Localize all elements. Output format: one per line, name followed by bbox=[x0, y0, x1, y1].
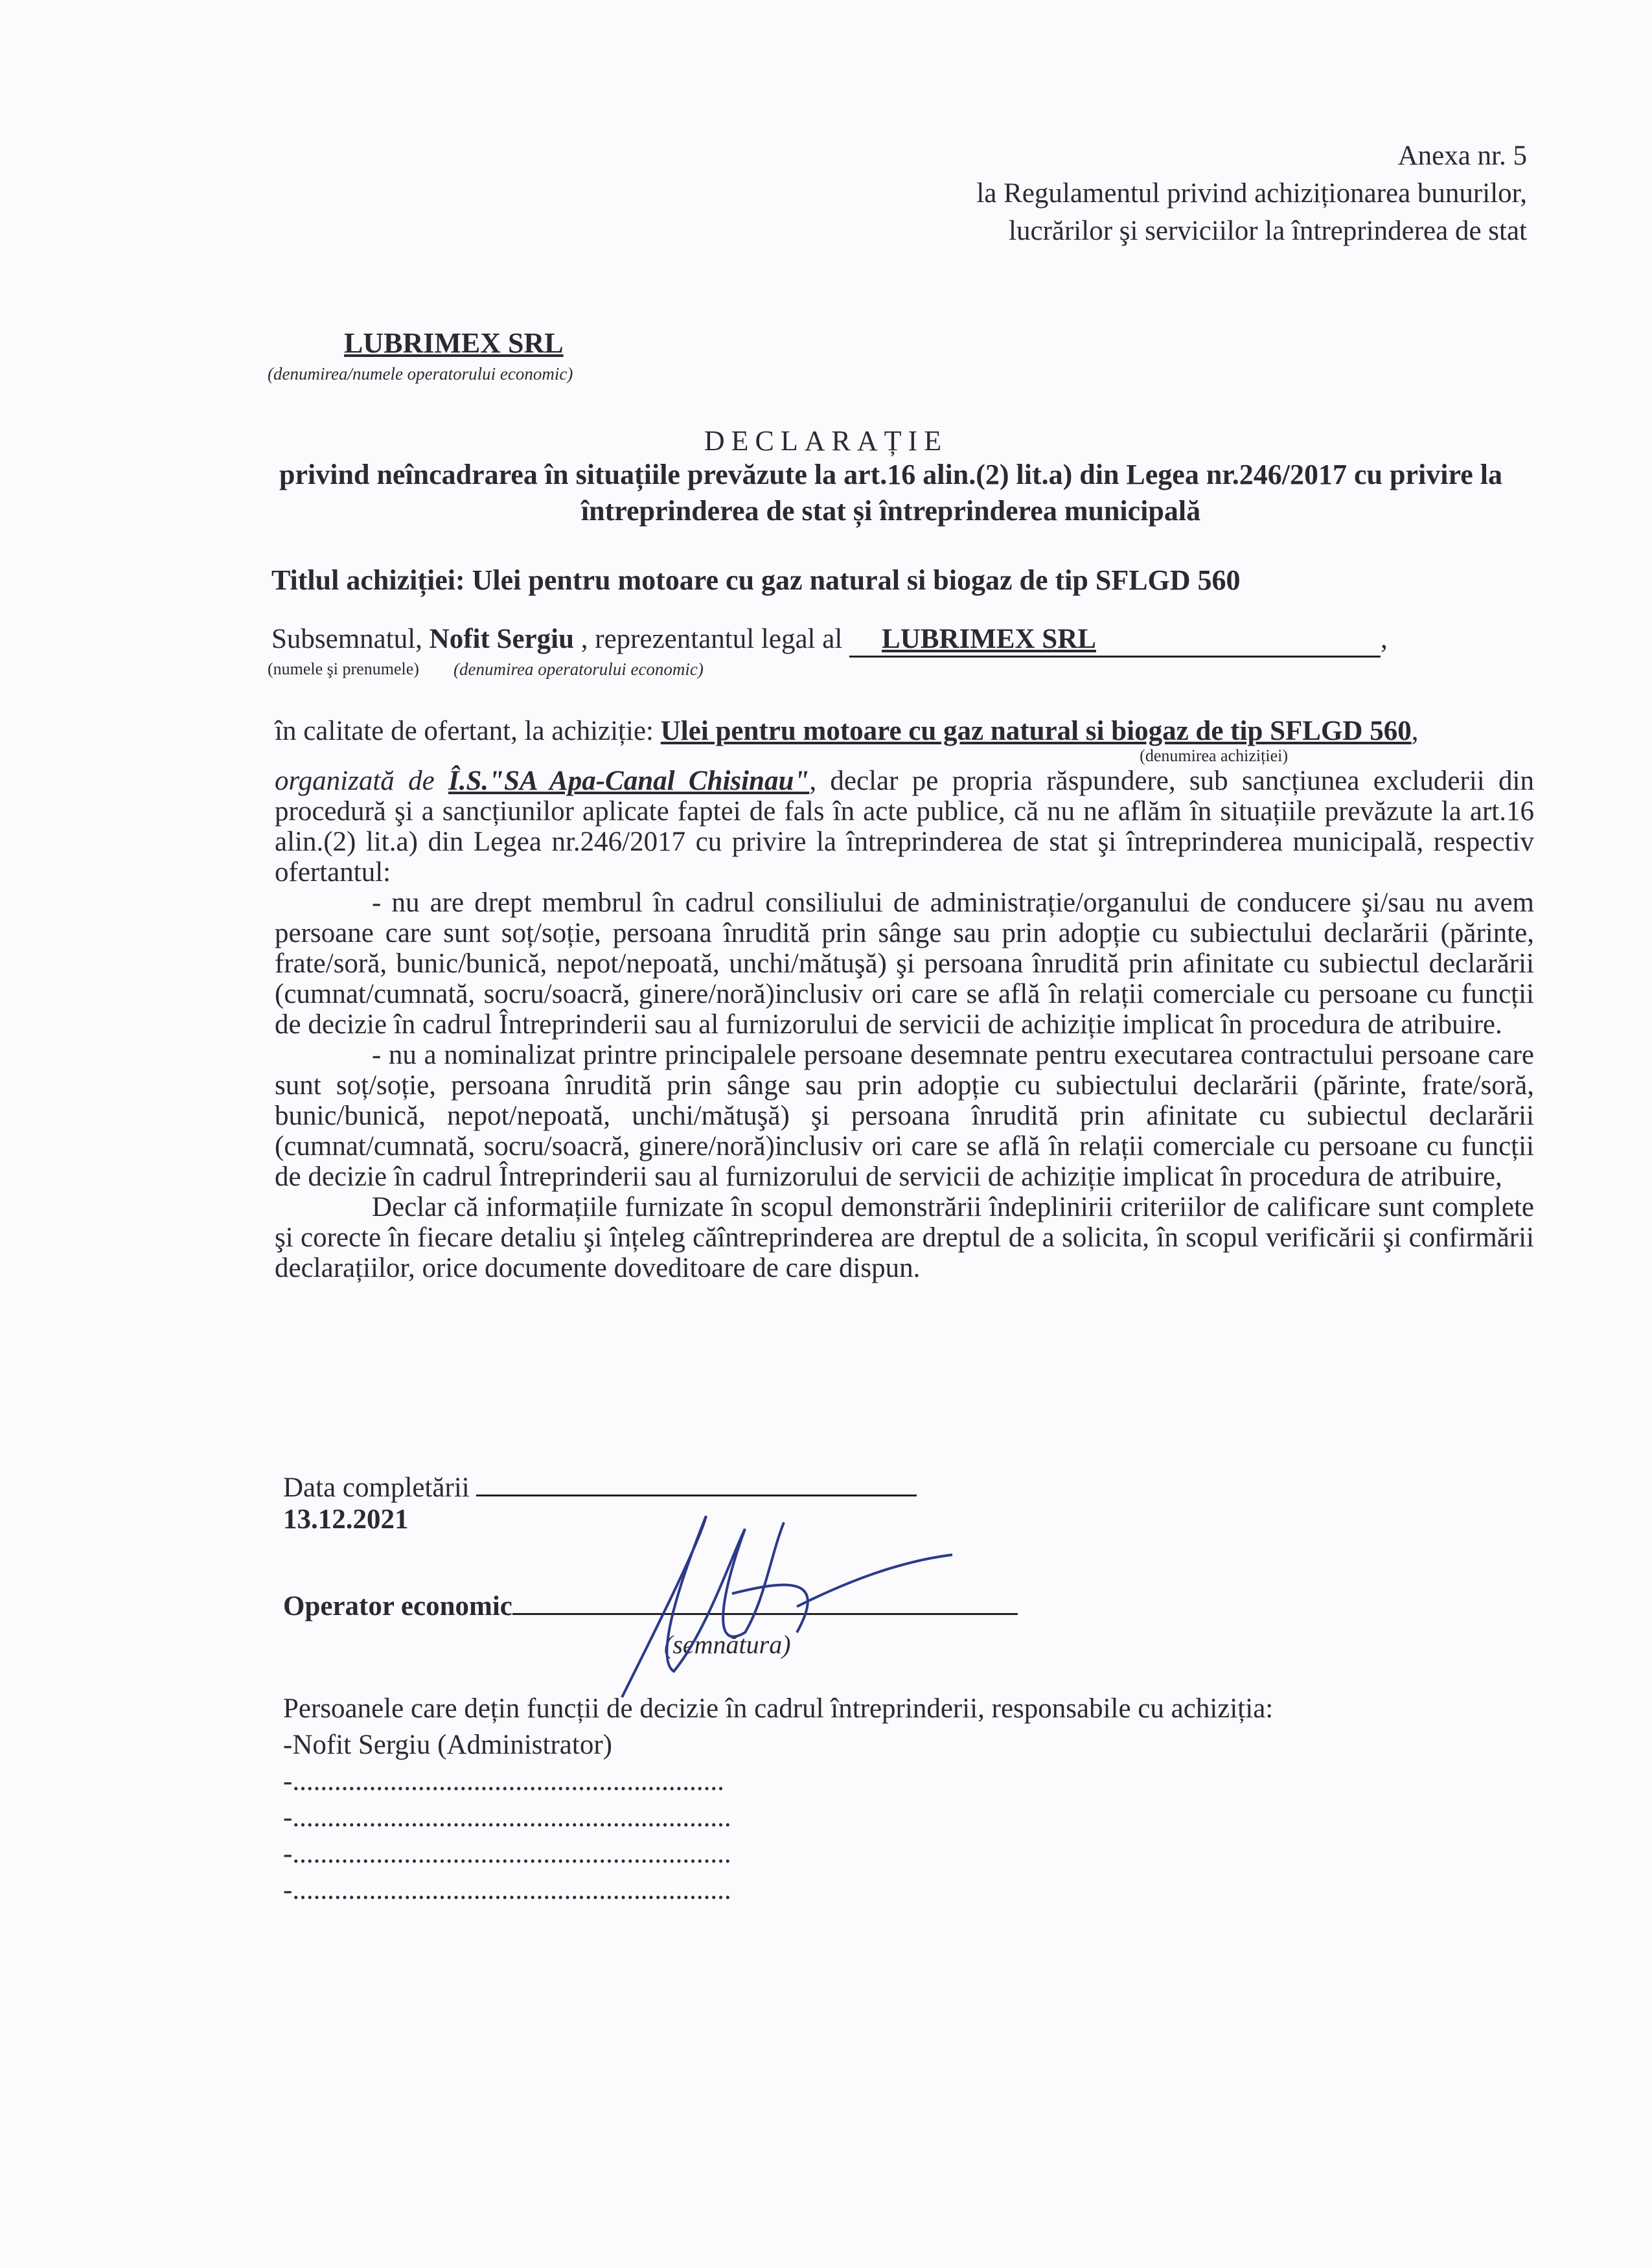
annex-number: Anexa nr. 5 bbox=[1397, 141, 1527, 171]
persons-section bbox=[283, 1691, 1273, 1908]
paragraph-clause-1: - nu are drept membrul în cadrul consiliului de administrație/organului de conducere şi/sau nu avem persoane care sunt soț/soție, persoana înrudită prin sânge sau prin adopție cu subiectului declarării (părinte, frate/soră, bunic/bunică, nepot/nepoată, unchi/mătuşă) şi persoana înrudită prin afinitate cu subiectul declarării (cumnat/cumnată, socru/soacră, ginere/noră)inclusiv ori care se află în relații comerciale cu persoane cu funcții de decizie în cadrul Întreprinderii sau al furnizorului de servicii de achiziție implicat în procedura de atribuire. bbox=[275, 888, 1534, 1040]
person-placeholder: -............................................................... bbox=[283, 1802, 731, 1833]
person-item: -Nofit Sergiu (Administrator) bbox=[283, 1730, 612, 1760]
declarant-prefix: Subsemnatul, bbox=[271, 624, 422, 654]
acquisition-comma: , bbox=[1411, 716, 1419, 746]
declarant-company-field bbox=[849, 623, 1381, 658]
annex-header bbox=[976, 137, 1527, 250]
operator-name: LUBRIMEX SRL bbox=[344, 327, 564, 359]
acquisition-prefix: în calitate de ofertant, la achiziție: bbox=[275, 716, 654, 746]
declarant-line bbox=[271, 623, 1388, 658]
signature-label: Operator economic bbox=[283, 1591, 512, 1621]
date-line bbox=[476, 1495, 917, 1496]
organizer-prefix: organizată de bbox=[275, 766, 435, 796]
declarant-middle: , reprezentantul legal al bbox=[580, 624, 843, 654]
declarant-company: LUBRIMEX SRL bbox=[882, 624, 1096, 654]
paragraph-organizer bbox=[275, 766, 1534, 888]
acquisition-name: Ulei pentru motoare cu gaz natural si biogaz de tip SFLGD 560 bbox=[660, 716, 1412, 746]
paragraph-confirmation: Declar că informațiile furnizate în scopul demonstrării îndeplinirii criteriilor de calificare sunt complete şi corecte în fiecare detaliu şi înțeleg căîntreprinderea are dreptul de a solicita, în scopul verificării şi confirmării declarațiilor, orice documente doveditoare de care dispun. bbox=[275, 1192, 1534, 1283]
signature-caption: (semnătura) bbox=[664, 1630, 791, 1659]
paragraph-clause-2: - nu a nominalizat printre principalele persoane desemnate pentru executarea contractului persoane care sunt soț/soție, persoana înrudită prin sânge sau prin adopție cu subiectului declarării (părinte, frate/soră, bunic/bunică, nepot/nepoată, unchi/mătuşă) şi persoana înrudită prin afinitate cu subiectul declarării (cumnat/cumnată, socru/soacră, ginere/noră)inclusiv ori care se află în relații comerciale cu persoane cu funcții de decizie în cadrul Întreprinderii sau al furnizorului de servicii de achiziție implicat în procedura de atribuire, bbox=[275, 1040, 1534, 1192]
annex-regulation: la Regulamentul privind achiziționarea bunurilor, bbox=[976, 178, 1527, 209]
operator-caption: (denumirea/numele operatorului economic) bbox=[268, 364, 573, 384]
acquisition-title: Titlul achiziției: Ulei pentru motoare cu gaz natural si biogaz de tip SFLGD 560 bbox=[271, 564, 1241, 596]
declarant-company-caption: (denumirea operatorului economic) bbox=[453, 659, 704, 679]
date-value: 13.12.2021 bbox=[283, 1504, 409, 1535]
organizer-name: Î.S."SA Apa-Canal Chisinau" bbox=[448, 766, 810, 796]
annex-regulation-cont: lucrărilor şi serviciilor la întreprinderea de stat bbox=[1009, 216, 1527, 246]
declarant-name: Nofit Sergiu bbox=[429, 624, 575, 654]
person-placeholder: -............................................................... bbox=[283, 1838, 731, 1869]
organizer-text: , declar pe propria răspundere, sub sancțiunea excluderii din procedură şi a sancțiunilor aplicate faptei de fals în acte publice, că nu ne aflăm în situațiile prevăzute la art.16 alin.(2) lit.a) din Legea nr.246/2017 cu privire la întreprinderea de stat şi întreprinderea municipală, respectiv ofertantul: bbox=[275, 766, 1534, 888]
paragraph-acquisition bbox=[275, 716, 1534, 746]
declarant-suffix: , bbox=[1381, 624, 1388, 654]
declaration-body bbox=[275, 716, 1534, 1283]
document-title: DECLARAȚIE bbox=[704, 425, 948, 457]
date-label: Data completării bbox=[283, 1472, 470, 1503]
persons-heading: Persoanele care dețin funcții de decizie în cadrul întreprinderii, responsabile cu achiziția: bbox=[283, 1693, 1274, 1724]
document-subtitle: privind neîncadrarea în situațiile prevăzute la art.16 alin.(2) lit.a) din Legea nr.246/2017 cu privire la întreprinderea de stat și întreprinderea municipală bbox=[279, 459, 1502, 527]
acquisition-caption: (denumirea achiziției) bbox=[1140, 746, 1288, 765]
person-placeholder: -............................................................... bbox=[283, 1875, 731, 1905]
declarant-name-caption: (numele şi prenumele) bbox=[268, 659, 419, 678]
person-placeholder: -.............................................................. bbox=[283, 1766, 724, 1796]
